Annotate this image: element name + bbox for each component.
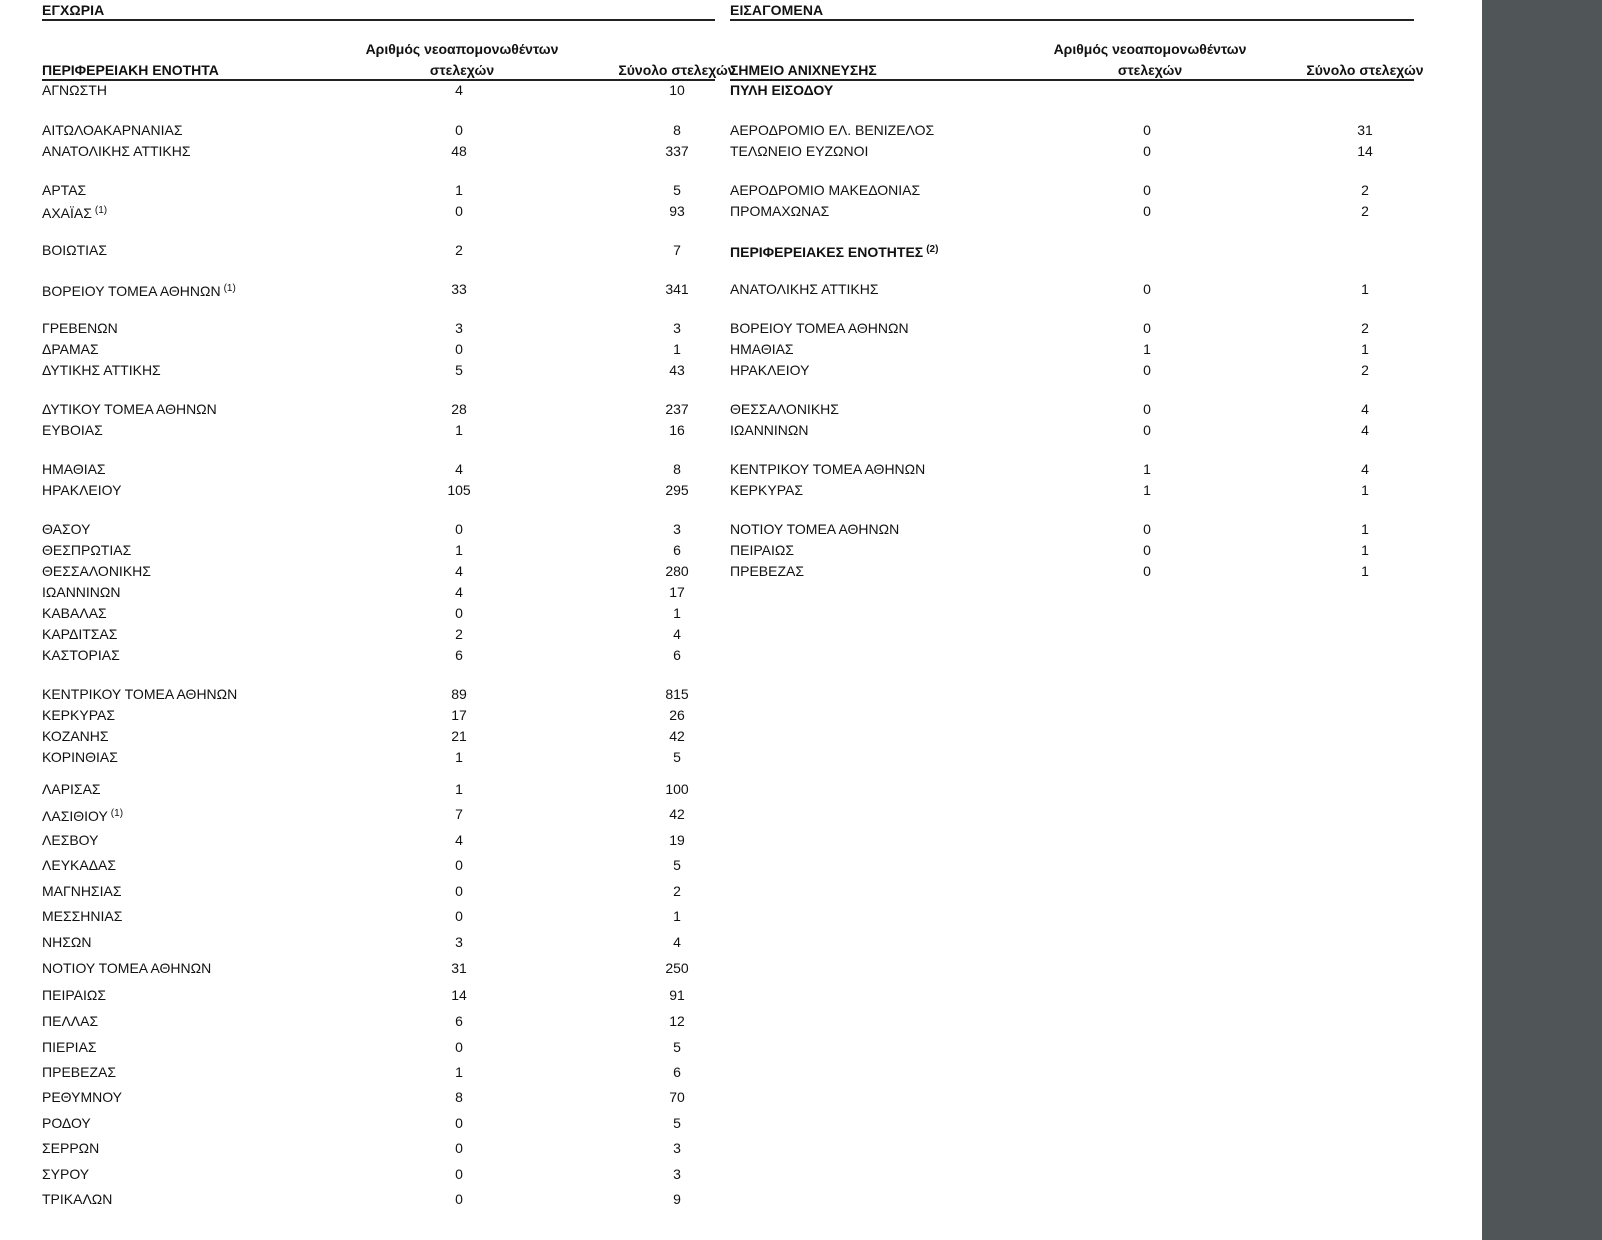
row-name: ΘΕΣΣΑΛΟΝΙΚΗΣ [42, 563, 151, 579]
table-row [42, 855, 715, 875]
new-isolates-value: 4 [455, 832, 463, 848]
total-isolates-value: 1 [673, 908, 681, 924]
table-row [730, 399, 1414, 419]
total-isolates-value: 3 [673, 1166, 681, 1182]
row-name: ΑΝΑΤΟΛΙΚΗΣ ΑΤΤΙΚΗΣ [42, 143, 191, 159]
row-name: ΠΡΕΒΕΖΑΣ [42, 1064, 117, 1080]
row-name: ΠΙΕΡΙΑΣ [42, 1039, 97, 1055]
row-name: ΔΥΤΙΚΟΥ ΤΟΜΕΑ ΑΘΗΝΩΝ [42, 401, 217, 417]
row-name: ΝΟΤΙΟΥ ΤΟΜΕΑ ΑΘΗΝΩΝ [730, 521, 900, 537]
new-isolates-value: 28 [451, 401, 467, 417]
header-total: Σύνολο στελεχών [618, 62, 736, 78]
total-isolates-value: 7 [673, 242, 681, 258]
total-isolates-value: 1 [1361, 281, 1369, 297]
table-row [42, 318, 715, 338]
table-row [42, 519, 715, 539]
total-isolates-value: 295 [665, 482, 689, 498]
row-name: ΑΧΑΪΑΣ $^{(1)}$ [42, 205, 108, 221]
new-isolates-value: 0 [1143, 281, 1151, 297]
total-isolates-value: 5 [673, 749, 681, 765]
table-row [730, 240, 1414, 260]
table-row [42, 1113, 715, 1133]
row-name: ΚΕΡΚΥΡΑΣ [730, 482, 803, 498]
row-name: ΤΡΙΚΑΛΩΝ [42, 1191, 113, 1207]
total-isolates-value: 250 [665, 960, 689, 976]
footnote-marker: (1) [94, 205, 108, 216]
row-name: ΗΜΑΘΙΑΣ [730, 341, 794, 357]
table-row [42, 624, 715, 644]
new-isolates-value: 0 [455, 1115, 463, 1131]
total-isolates-value: 337 [665, 143, 689, 159]
total-isolates-value: 815 [665, 686, 689, 702]
total-isolates-value: 10 [669, 82, 685, 98]
total-isolates-value: 8 [673, 122, 681, 138]
table-row [42, 180, 715, 200]
total-isolates-value: 16 [669, 422, 685, 438]
total-isolates-value: 1 [1361, 521, 1369, 537]
total-isolates-value: 1 [1361, 542, 1369, 558]
header-region: ΣΗΜΕΙΟ ΑΝΙΧΝΕΥΣΗΣ [730, 62, 877, 78]
total-isolates-value: 2 [1361, 203, 1369, 219]
total-isolates-value: 12 [669, 1013, 685, 1029]
table-row [42, 804, 715, 824]
row-name: ΠΕΙΡΑΙΩΣ [730, 542, 794, 558]
table-row [42, 747, 715, 767]
total-isolates-value: 237 [665, 401, 689, 417]
new-isolates-value: 1 [1143, 341, 1151, 357]
table-row [42, 705, 715, 725]
table-row [42, 779, 715, 799]
new-isolates-value: 0 [1143, 143, 1151, 159]
total-isolates-value: 2 [1361, 320, 1369, 336]
title-rule [730, 19, 1414, 21]
new-isolates-value: 4 [455, 563, 463, 579]
header-new-line1: Αριθμός νεοαπομονωθέντων [365, 41, 559, 57]
table-row [42, 582, 715, 602]
new-isolates-value: 0 [1143, 422, 1151, 438]
row-name: ΗΡΑΚΛΕΙΟΥ [42, 482, 122, 498]
new-isolates-value: 1 [455, 749, 463, 765]
total-isolates-value: 2 [1361, 362, 1369, 378]
table-row [42, 420, 715, 440]
total-isolates-value: 2 [673, 883, 681, 899]
new-isolates-value: 3 [455, 320, 463, 336]
total-isolates-value: 43 [669, 362, 685, 378]
viewer-scrollbar[interactable] [1482, 0, 1602, 1240]
table-row [42, 684, 715, 704]
table-row [42, 240, 715, 260]
row-name: ΠΕΡΙΦΕΡΕΙΑΚΕΣ ΕΝΟΤΗΤΕΣ $^{(2)}$ [730, 244, 939, 260]
new-isolates-value: 0 [455, 1191, 463, 1207]
table-row [730, 141, 1414, 161]
row-name: ΑΙΤΩΛΟΑΚΑΡΝΑΝΙΑΣ [42, 122, 183, 138]
row-name: ΠΕΙΡΑΙΩΣ [42, 987, 106, 1003]
total-isolates-value: 4 [1361, 401, 1369, 417]
table-row [42, 1087, 715, 1107]
total-isolates-value: 26 [669, 707, 685, 723]
new-isolates-value: 3 [455, 934, 463, 950]
total-isolates-value: 70 [669, 1089, 685, 1105]
row-name: ΠΕΛΛΑΣ [42, 1013, 99, 1029]
total-isolates-value: 1 [1361, 482, 1369, 498]
new-isolates-value: 0 [1143, 362, 1151, 378]
table-row [42, 561, 715, 581]
total-isolates-value: 6 [673, 542, 681, 558]
row-name: ΣΕΡΡΩΝ [42, 1140, 100, 1156]
row-name: ΡΕΘΥΜΝΟΥ [42, 1089, 123, 1105]
row-name: ΚΑΡΔΙΤΣΑΣ [42, 626, 118, 642]
table-row [42, 201, 715, 221]
row-name: ΚΕΝΤΡΙΚΟΥ ΤΟΜΕΑ ΑΘΗΝΩΝ [42, 686, 238, 702]
header-new-line2: στελεχών [1117, 62, 1183, 78]
total-isolates-value: 93 [669, 203, 685, 219]
section-title: ΕΓΧΩΡΙΑ [42, 2, 105, 18]
row-name: ΝΗΣΩΝ [42, 934, 92, 950]
table-row [42, 932, 715, 952]
new-isolates-value: 7 [455, 806, 463, 822]
row-name: ΤΕΛΩΝΕΙΟ ΕΥΖΩΝΟΙ [730, 143, 869, 159]
row-name: ΑΓΝΩΣΤΗ [42, 82, 107, 98]
table-row [730, 339, 1414, 359]
header-total: Σύνολο στελεχών [1306, 62, 1424, 78]
table-row [730, 360, 1414, 380]
total-isolates-value: 91 [669, 987, 685, 1003]
total-isolates-value: 3 [673, 1140, 681, 1156]
total-isolates-value: 9 [673, 1191, 681, 1207]
total-isolates-value: 5 [673, 1115, 681, 1131]
row-name: ΘΕΣΠΡΩΤΙΑΣ [42, 542, 132, 558]
row-name: ΜΑΓΝΗΣΙΑΣ [42, 883, 122, 899]
row-name: ΜΕΣΣΗΝΙΑΣ [42, 908, 123, 924]
new-isolates-value: 33 [451, 281, 467, 297]
row-name: ΑΝΑΤΟΛΙΚΗΣ ΑΤΤΙΚΗΣ [730, 281, 879, 297]
total-isolates-value: 1 [673, 341, 681, 357]
row-name: ΡΟΔΟΥ [42, 1115, 91, 1131]
total-isolates-value: 4 [673, 626, 681, 642]
new-isolates-value: 1 [455, 422, 463, 438]
table-row [42, 830, 715, 850]
table-row [42, 985, 715, 1005]
row-name: ΚΑΣΤΟΡΙΑΣ [42, 647, 120, 663]
table-row [42, 645, 715, 665]
table-row [42, 120, 715, 140]
total-isolates-value: 100 [665, 781, 689, 797]
row-name: ΠΡΟΜΑΧΩΝΑΣ [730, 203, 830, 219]
new-isolates-value: 0 [1143, 563, 1151, 579]
header-new-line1: Αριθμός νεοαπομονωθέντων [1053, 41, 1247, 57]
table-row [42, 906, 715, 926]
table-row [730, 201, 1414, 221]
footnote-marker: (1) [223, 283, 236, 294]
total-isolates-value: 5 [673, 182, 681, 198]
footnote-marker: (1) [110, 808, 124, 819]
total-isolates-value: 42 [669, 806, 685, 822]
table-row [730, 540, 1414, 560]
table-row [42, 480, 715, 500]
total-isolates-value: 1 [1361, 563, 1369, 579]
table-row [42, 540, 715, 560]
new-isolates-value: 2 [455, 626, 463, 642]
new-isolates-value: 0 [455, 521, 463, 537]
new-isolates-value: 0 [1143, 521, 1151, 537]
new-isolates-value: 8 [455, 1089, 463, 1105]
total-isolates-value: 6 [673, 1064, 681, 1080]
table-row [730, 480, 1414, 500]
table-row [42, 459, 715, 479]
total-isolates-value: 19 [669, 832, 685, 848]
table-row [730, 561, 1414, 581]
table-row [730, 318, 1414, 338]
new-isolates-value: 4 [455, 584, 463, 600]
table-row [42, 80, 715, 100]
total-isolates-value: 1 [1361, 341, 1369, 357]
new-isolates-value: 0 [455, 883, 463, 899]
new-isolates-value: 31 [451, 960, 467, 976]
total-isolates-value: 31 [1357, 122, 1373, 138]
row-name: ΗΜΑΘΙΑΣ [42, 461, 106, 477]
table-row [42, 279, 715, 299]
new-isolates-value: 0 [1143, 203, 1151, 219]
row-name: ΚΟΖΑΝΗΣ [42, 728, 109, 744]
table-row [42, 1164, 715, 1184]
total-isolates-value: 17 [669, 584, 685, 600]
title-rule [42, 19, 715, 21]
table-row [42, 1011, 715, 1031]
table-row [730, 279, 1414, 299]
table-row [730, 180, 1414, 200]
new-isolates-value: 6 [455, 1013, 463, 1029]
new-isolates-value: 4 [455, 461, 463, 477]
row-name: ΒΟΡΕΙΟΥ ΤΟΜΕΑ ΑΘΗΝΩΝ $^{(1)}$ [42, 283, 236, 299]
row-name: ΠΥΛΗ ΕΙΣΟΔΟΥ [730, 82, 834, 98]
table-row [42, 360, 715, 380]
table-row [42, 958, 715, 978]
row-name: ΙΩΑΝΝΙΝΩΝ [42, 584, 121, 600]
table-row [730, 459, 1414, 479]
row-name: ΠΡΕΒΕΖΑΣ [730, 563, 805, 579]
new-isolates-value: 0 [455, 203, 463, 219]
total-isolates-value: 2 [1361, 182, 1369, 198]
row-name: ΚΕΝΤΡΙΚΟΥ ΤΟΜΕΑ ΑΘΗΝΩΝ [730, 461, 926, 477]
total-isolates-value: 8 [673, 461, 681, 477]
row-name: ΚΟΡΙΝΘΙΑΣ [42, 749, 118, 765]
total-isolates-value: 14 [1357, 143, 1373, 159]
total-isolates-value: 4 [1361, 461, 1369, 477]
table-row [42, 1062, 715, 1082]
new-isolates-value: 0 [455, 857, 463, 873]
row-name: ΑΕΡΟΔΡΟΜΙΟ ΜΑΚΕΔΟΝΙΑΣ [730, 182, 921, 198]
table-row [42, 141, 715, 161]
table-row [42, 726, 715, 746]
table-row [42, 399, 715, 419]
new-isolates-value: 48 [451, 143, 467, 159]
row-name: ΔΡΑΜΑΣ [42, 341, 99, 357]
new-isolates-value: 1 [455, 781, 463, 797]
total-isolates-value: 341 [665, 281, 689, 297]
row-name: ΑΡΤΑΣ [42, 182, 87, 198]
new-isolates-value: 0 [455, 122, 463, 138]
new-isolates-value: 0 [1143, 401, 1151, 417]
table-row [42, 881, 715, 901]
row-name: ΙΩΑΝΝΙΝΩΝ [730, 422, 809, 438]
row-name: ΒΟΙΩΤΙΑΣ [42, 242, 108, 258]
total-isolates-value: 6 [673, 647, 681, 663]
row-name: ΚΑΒΑΛΑΣ [42, 605, 107, 621]
new-isolates-value: 89 [451, 686, 467, 702]
new-isolates-value: 5 [455, 362, 463, 378]
row-name: ΒΟΡΕΙΟΥ ΤΟΜΕΑ ΑΘΗΝΩΝ [730, 320, 909, 336]
new-isolates-value: 6 [455, 647, 463, 663]
total-isolates-value: 3 [673, 521, 681, 537]
total-isolates-value: 5 [673, 857, 681, 873]
header-new-line2: στελεχών [429, 62, 495, 78]
row-name: ΝΟΤΙΟΥ ΤΟΜΕΑ ΑΘΗΝΩΝ [42, 960, 212, 976]
new-isolates-value: 1 [455, 182, 463, 198]
total-isolates-value: 1 [673, 605, 681, 621]
new-isolates-value: 4 [455, 82, 463, 98]
total-isolates-value: 4 [1361, 422, 1369, 438]
row-name: ΛΑΣΙΘΙΟΥ $^{(1)}$ [42, 808, 124, 824]
new-isolates-value: 105 [447, 482, 471, 498]
new-isolates-value: 14 [451, 987, 467, 1003]
new-isolates-value: 0 [455, 1166, 463, 1182]
new-isolates-value: 1 [1143, 461, 1151, 477]
new-isolates-value: 0 [455, 1140, 463, 1156]
new-isolates-value: 21 [451, 728, 467, 744]
row-name: ΘΑΣΟΥ [42, 521, 91, 537]
row-name: ΛΕΥΚΑΔΑΣ [42, 857, 117, 873]
row-name: ΛΑΡΙΣΑΣ [42, 781, 101, 797]
table-row [42, 1037, 715, 1057]
new-isolates-value: 0 [1143, 122, 1151, 138]
new-isolates-value: 2 [455, 242, 463, 258]
table-row [42, 1138, 715, 1158]
table-row [42, 1189, 715, 1209]
table-row [730, 420, 1414, 440]
table-row [42, 339, 715, 359]
row-name: ΗΡΑΚΛΕΙΟΥ [730, 362, 810, 378]
new-isolates-value: 17 [451, 707, 467, 723]
footnote-marker: (2) [926, 244, 939, 255]
table-row [730, 519, 1414, 539]
table-row [730, 120, 1414, 140]
new-isolates-value: 0 [1143, 182, 1151, 198]
total-isolates-value: 42 [669, 728, 685, 744]
total-isolates-value: 5 [673, 1039, 681, 1055]
new-isolates-value: 0 [455, 1039, 463, 1055]
table-row [42, 603, 715, 623]
new-isolates-value: 1 [455, 542, 463, 558]
row-name: ΕΥΒΟΙΑΣ [42, 422, 103, 438]
row-name: ΘΕΣΣΑΛΟΝΙΚΗΣ [730, 401, 839, 417]
row-name: ΑΕΡΟΔΡΟΜΙΟ ΕΛ. ΒΕΝΙΖΕΛΟΣ [730, 122, 935, 138]
new-isolates-value: 1 [455, 1064, 463, 1080]
row-name: ΚΕΡΚΥΡΑΣ [42, 707, 115, 723]
table-row [730, 80, 1414, 100]
new-isolates-value: 0 [455, 341, 463, 357]
section-title: ΕΙΣΑΓΟΜΕΝΑ [730, 2, 824, 18]
new-isolates-value: 0 [1143, 542, 1151, 558]
total-isolates-value: 4 [673, 934, 681, 950]
total-isolates-value: 3 [673, 320, 681, 336]
new-isolates-value: 0 [1143, 320, 1151, 336]
row-name: ΣΥΡΟΥ [42, 1166, 90, 1182]
header-region: ΠΕΡΙΦΕΡΕΙΑΚΗ ΕΝΟΤΗΤΑ [42, 62, 219, 78]
row-name: ΔΥΤΙΚΗΣ ΑΤΤΙΚΗΣ [42, 362, 161, 378]
row-name: ΛΕΣΒΟΥ [42, 832, 99, 848]
row-name: ΓΡΕΒΕΝΩΝ [42, 320, 118, 336]
new-isolates-value: 0 [455, 605, 463, 621]
total-isolates-value: 280 [665, 563, 689, 579]
new-isolates-value: 1 [1143, 482, 1151, 498]
new-isolates-value: 0 [455, 908, 463, 924]
